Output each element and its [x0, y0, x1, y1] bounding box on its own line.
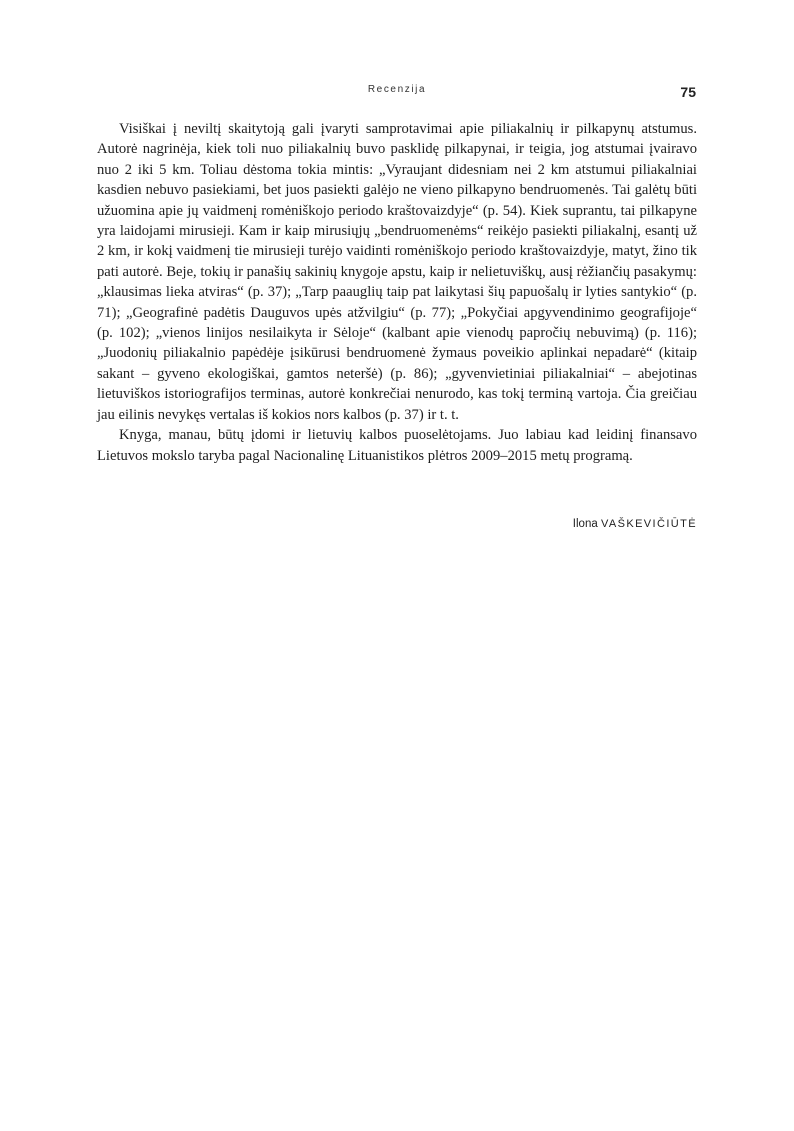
running-header: Recenzija	[367, 84, 427, 95]
author-given-name: Ilona	[572, 518, 598, 530]
paragraph-2: Knyga, manau, būtų įdomi ir lietuvių kalbos puoselėtojams. Juo labiau kad leidinį finansavo Lietuvos mokslo taryba pagal Nacionalinę Lituanistikos plėtros 2009–2015 metų programą.	[97, 427, 697, 464]
author-surname: VAŠKEVIČIŪTĖ	[600, 518, 697, 530]
paragraph-1: Visiškai į neviltį skaitytoją gali įvaryti samprotavimai apie piliakalnių ir pilkapynų atstumus. Autorė nagrinėja, kiek toli nuo piliakalnių buvo pasklidę pilkapynai, ir teigia, jog atstumai įvairavo nuo 2 iki 5 km. Toliau dėstoma tokia mintis: „Vyraujant didesniam nei 2 km atstumui piliakalniai kasdien nebuvo pasiekiami, bet juos pasiekti galėjo ne vieno pilkapyno bendruomenės. Tai galėtų būti užuomina apie jų vaidmenį romėniškojo periodo kraštovaizdyje“ (p. 54). Kiek suprantu, tai pilkapyne yra laidojami mirusieji. Kam ir kaip mirusiųjų „bendruomenėms“ reikėjo pasiekti piliakalnį, esantį už 2 km, ir kokį vaidmenį tie mirusieji turėjo vaidinti romėniškojo periodo kraštovaizdyje, matyt, žino tik pati autorė. Beje, tokių ir panašių sakinių knygoje apstu, kaip ir nelietuviškų, ausį rėžiančių pasakymų: „klausimas lieka atviras“ (p. 37); „Tarp paauglių taip pat laikytasi šių papuošalų ir lyties santykio“ (p. 71); „Geografinė padėtis Dauguvos upės atžvilgiu“ (p. 77); „Pokyčiai apgyvendinimo geografijoje“ (p. 102); „vienos linijos nesilaikyta ir Sėloje“ (kalbant apie vienodų papročių nebuvimą) (p. 116); „Juodonių piliakalnio papėdėje įsikūrusi bendruomenė žymaus poveikio aplinkai nepadarė“ (kitaip sakant – gyveno ekologiškai, gamtos neteršė) (p. 86); „gyvenvietiniai piliakalniai“ – abejotinas lietuviškos istoriografijos terminas, autorė konkrečiai nenurodo, kas tokį terminą vartoja. Čia greičiau jau eilinis nevykęs vertalas iš kokios nors kalbos (p. 37) ir t. t.	[97, 121, 697, 423]
body-text	[97, 119, 697, 466]
page-number: 75	[680, 84, 696, 100]
author-signature	[573, 518, 697, 530]
